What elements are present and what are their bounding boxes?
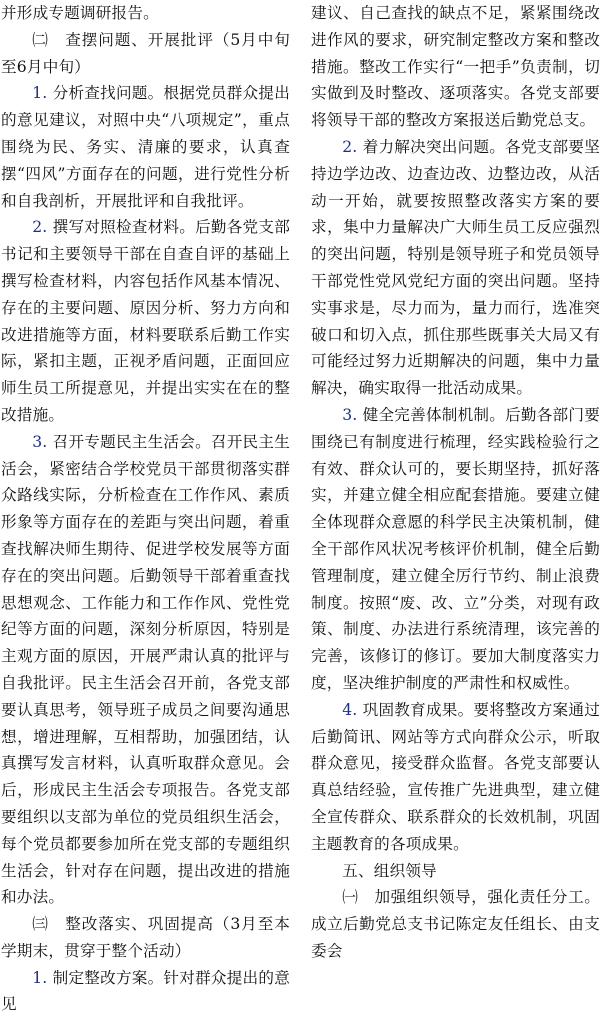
item-number: 3. [342,405,358,424]
paragraph-text: 召开专题民主生活会。召开民主生活会，紧密结合学校党员干部贯彻落实群众路线实际，分析检查在工作作风、素质形象等方面存在的差距与突出问题，着重查找解决师生期待、促进学校发展等方面存在的突出问题。后勤领导干部着重查找思想观念、工作能力和工作作风、党性党纪等方面的问题，深刻分析原因，特别是主观方面的原因，开展严肃认真的批评与自我批评。民主生活会召开前，各党支部要认真思考，领导班子成员之间要沟通思想，增进理解，互相帮助，加强团结，认真撰写发言材料，认真听取群众意见。会后，形成民主生活会专项报告。各党支部要组织以支部为单位的党员组织生活会，每个党员都要参加所在党支部的专题组织生活会，针对存在问题，提出改进的措施和办法。 [1,432,290,907]
paragraph-text: 健全完善体制机制。后勤各部门要围绕已有制度进行梳理，经实践检验行之有效、群众认可的，要长期坚持，抓好落实，并建立健全相应配套措施。要建立健全体现群众意愿的科学民主决策机制，健全干部作风状况考核评价机制，健全后勤管理制度，建立健全厉行节约、制止浪费制度。按照“废、改、立”分类，对现有政策、制度、办法进行系统清理，该完善的完善，该修订的修订。要加大制度落实力度，坚决维护制度的严肃性和权威性。 [311,405,600,692]
item-number: 2. [342,137,358,156]
paragraph [1,965,290,1018]
right-column [311,0,600,965]
section-heading: 五、组织领导 [342,861,437,880]
paragraph: 并形成专题调研报告。 [1,4,159,22]
paragraph [1,429,290,911]
item-number: 4. [342,700,358,719]
paragraph-text: 撰写对照检查材料。后勤各党支部书记和主要领导干部在自查自评的基础上撰写检查材料，内容包括作风基本情况、存在的主要问题、原因分析、努力方向和改进措施等方面，材料要联系后勤工作实际，紧扣主题，正视矛盾问题，正面回应师生员工所提意见，并提出实实在在的整改措施。 [1,218,290,424]
section-heading: ㈠ 加强组织领导，强化责任分工。成立后勤党总支书记陈定友任组长、由支委会 [311,888,600,960]
paragraph-text: 着力解决突出问题。各党支部要坚持边学边改、边查边改、边整边改，从活动一开始，就要按照整改落实方案的要求，集中力量解决广大师生员工反应强烈的突出问题，特别是领导班子和党员领导干部党性党风党纪方面的突出问题。坚持实事求是，尽力而为，量力而行，选准突破口和切入点，抓住那些既事关大局又有可能经过努力近期解决的问题，集中力量解决，确实取得一批活动成果。 [311,137,600,398]
paragraph-text: 分析查找问题。根据党员群众提出的意见建议，对照中央“八项规定”，重点围绕为民、务实、清廉的要求，认真查摆“四风”方面存在的问题，进行党性分析和自我剖析，开展批评和自我批评。 [1,84,290,210]
paragraph [1,80,290,214]
paragraph-text: 制定整改方案。针对群众提出的意见 [1,968,290,1014]
item-number: 1. [32,968,48,987]
left-column [1,0,290,1018]
section-heading: ㈡ 查摆问题、开展批评（5月中旬至6月中旬） [1,30,290,76]
item-number: 3. [32,432,48,451]
paragraph [311,402,600,697]
item-number: 2. [32,218,48,237]
paragraph-text: 巩固教育成果。要将整改方案通过后勤简讯、网站等方式向群众公示，听取群众意见，接受群众监督。各党支部要认真总结经验，宣传推广先进典型，建立健全宣传群众、联系群众的长效机制，巩固主题教育的各项成果。 [311,700,600,853]
item-number: 1. [32,84,48,103]
section-heading: ㈢ 整改落实、巩固提高（3月至本学期末，贯穿于整个活动） [1,915,290,960]
paragraph [1,214,290,428]
paragraph [311,134,600,402]
paragraph: 建议、自己查找的缺点不足，紧紧围绕改进作风的要求，研究制定整改方案和整改措施。整改工作实行“一把手”负责制，切实做到及时整改、逐项落实。各党支部要将领导干部的整改方案报送后勤党总支。 [311,4,600,130]
paragraph [311,697,600,858]
